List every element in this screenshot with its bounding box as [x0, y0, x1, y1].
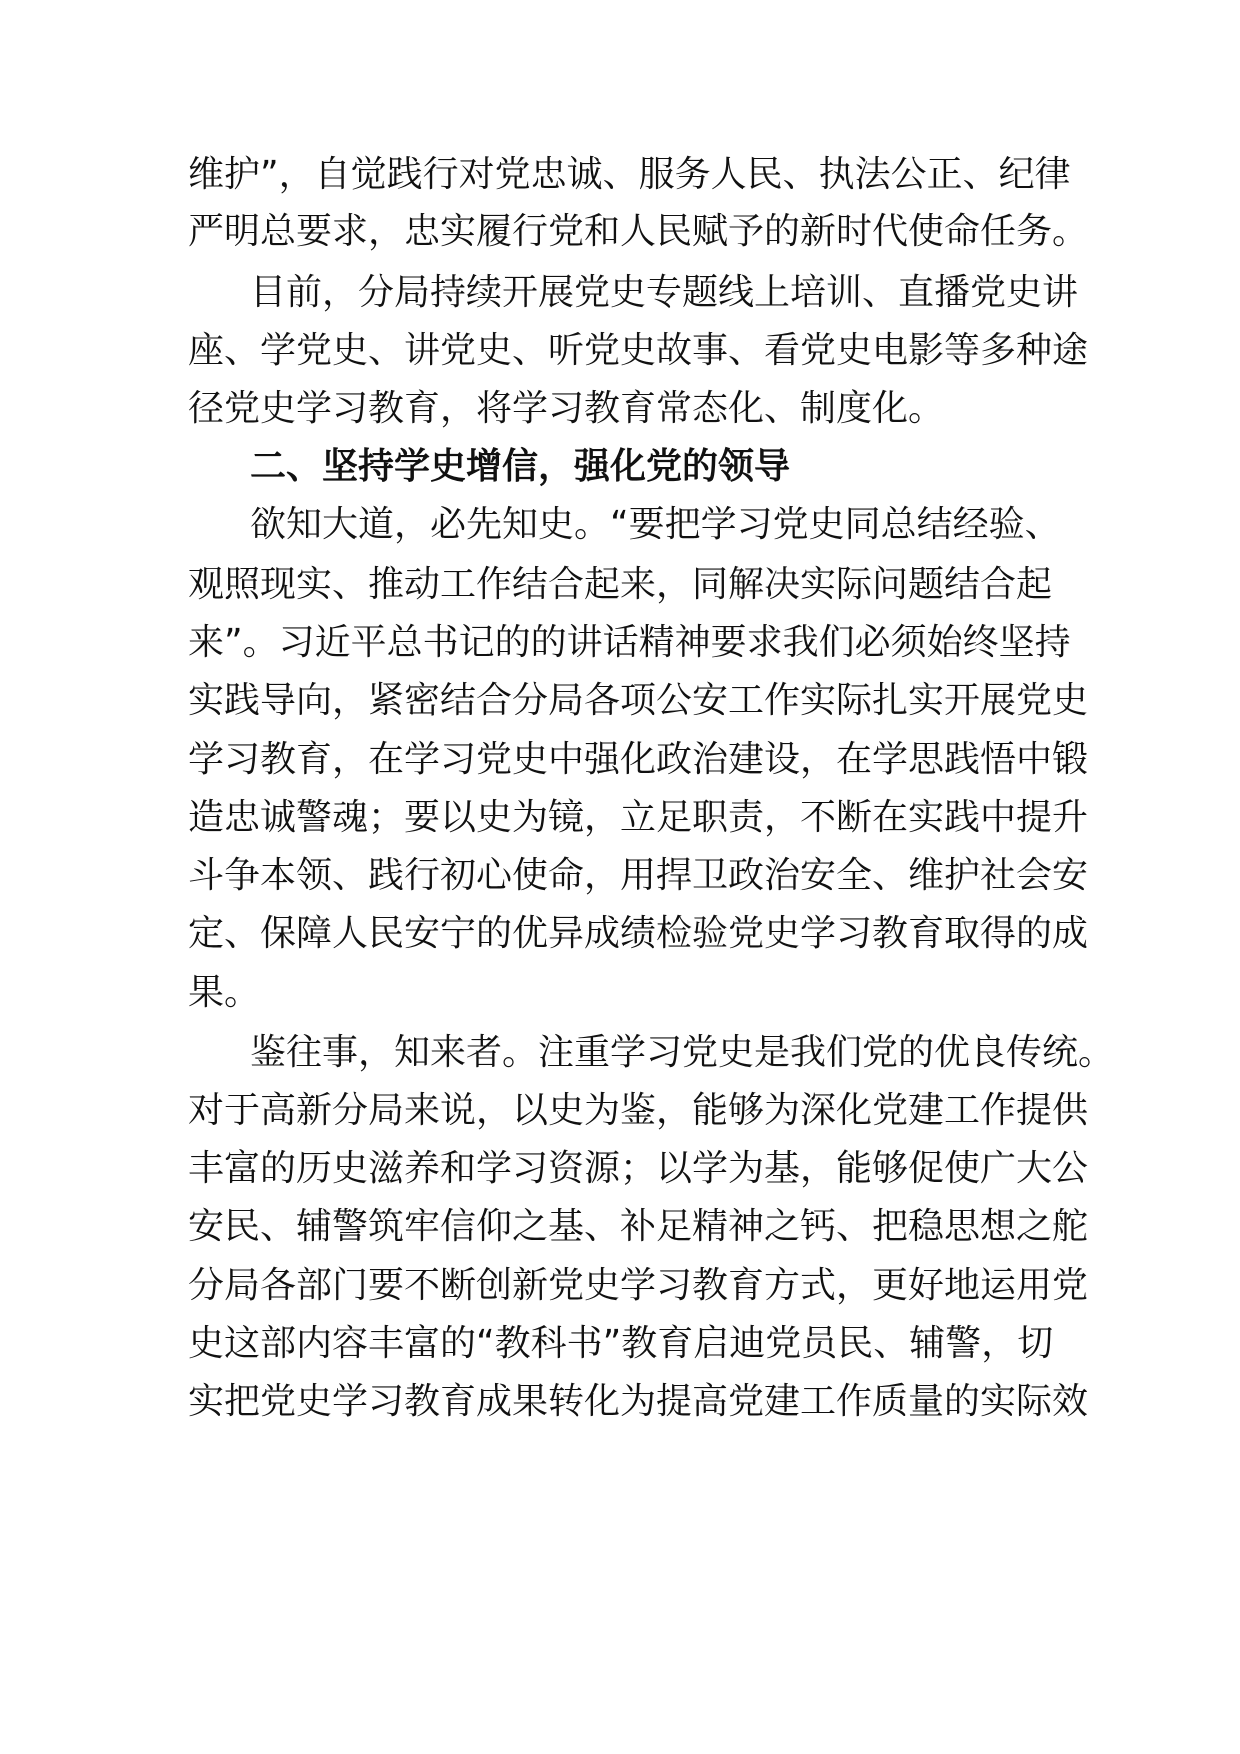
text-line-1: 维护”，自觉践行对党忠诚、服务人民、执法公正、纪律 [188, 154, 1071, 195]
text-line-22: 实把党史学习教育成果转化为提高党建工作质量的实际效 [188, 1381, 1089, 1422]
text-line-4: 座、学党史、讲党史、听党史故事、看党史电影等多种途 [188, 330, 1089, 371]
text-line-11: 学习教育，在学习党史中强化政治建设，在学思践悟中锻 [188, 739, 1089, 780]
text-line-16: 鉴往事，知来者。注重学习党史是我们党的优良传统。 [250, 1032, 1115, 1073]
text-line-20: 分局各部门要不断创新党史学习教育方式，更好地运用党 [188, 1265, 1089, 1306]
text-line-12: 造忠诚警魂；要以史为镜，立足职责，不断在实践中提升 [188, 797, 1089, 838]
text-line-3: 目前，分局持续开展党史专题线上培训、直播党史讲 [250, 272, 1079, 313]
text-line-9: 来”。习近平总书记的的讲话精神要求我们必须始终坚持 [188, 622, 1071, 663]
section-heading: 二、坚持学史增信，强化党的领导 [250, 446, 791, 487]
text-line-13: 斗争本领、践行初心使命，用捍卫政治安全、维护社会安 [188, 855, 1089, 896]
text-line-2: 严明总要求，忠实履行党和人民赋予的新时代使命任务。 [188, 211, 1089, 252]
text-line-7: 欲知大道，必先知史。“要把学习党史同总结经验、 [250, 504, 1061, 545]
text-line-17: 对于高新分局来说，以史为鉴，能够为深化党建工作提供 [188, 1090, 1089, 1131]
text-line-15: 果。 [188, 972, 261, 1013]
text-line-8: 观照现实、推动工作结合起来，同解决实际问题结合起 [188, 564, 1053, 605]
text-line-19: 安民、辅警筑牢信仰之基、补足精神之钙、把稳思想之舵 [188, 1206, 1089, 1247]
text-line-14: 定、保障人民安宁的优异成绩检验党史学习教育取得的成 [188, 913, 1089, 954]
text-line-21: 史这部内容丰富的“教科书”教育启迪党员民、辅警，切 [188, 1323, 1054, 1364]
text-line-10: 实践导向，紧密结合分局各项公安工作实际扎实开展党史 [188, 680, 1089, 721]
text-line-18: 丰富的历史滋养和学习资源；以学为基，能够促使广大公 [188, 1148, 1089, 1189]
text-line-5: 径党史学习教育，将学习教育常态化、制度化。 [188, 388, 945, 429]
